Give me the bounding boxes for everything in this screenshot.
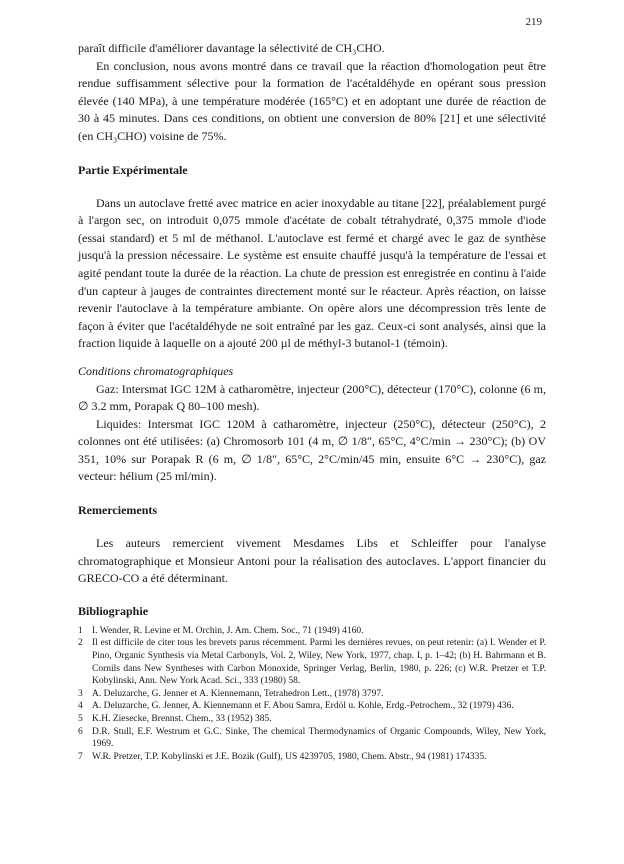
- conditions-gaz: Gaz: Intersmat IGC 12M à catharomètre, injecteur (200°C), détecteur (170°C), colonne (6 m, ∅ 3.2 mm, Porapak Q 80–100 mesh).: [78, 381, 546, 414]
- reference-number: 6: [78, 726, 83, 737]
- experimental-paragraph: Dans un autoclave fretté avec matrice en acier inoxydable au titane [22], préalablement purgé à l'argon sec, on introduit 0,075 mmole d'acétate de cobalt tétrahydraté, 0,375 mmole d'iode (essai standard) et 5 ml de méthanol. L'autoclave est fermé et chargé avec le gaz de synthèse jusqu'à la pression nécessaire. Le système est ensuite chauffé jusqu'à la température de l'essai et agité pendant toute la durée de la réaction. La chute de pression est enregistrée en continu à l'aide d'un capteur à jauges de contraintes directement monté sur le réacteur. Après réaction, on laisse revenir l'autoclave à la température ambiante. On opère alors une décompression très lente de façon à éviter que l'acétaldéhyde ne soit entraîné par les gaz. Ceux-ci sont analysés, ainsi que la fraction liquide à laquelle on a ajouté 200 µl de méthyl-3 butanol-1 (témoin).: [78, 195, 546, 351]
- reference-item: [78, 700, 546, 713]
- article-body: [78, 40, 546, 763]
- reference-text: Il est difficile de citer tous les brevets parus récemment. Parmi les dernières revues, on peut retenir: (a) I. Wender et P. Pino, Organic Synthesis via Metal Carbonyls, Vol. 2, Wiley, New York, 1977, chap. I, p. 1–42; (b) H. Bahrmann et B. Cornils dans New Syntheses with Carbon Monoxide, Springer Verlag, Berlin, 1980, p. 226; (c) W.R. Pretzer et T.P. Kobylinski, Ann. New York Acad. Sci., 333 (1980) 58.: [92, 638, 546, 687]
- reference-item: [78, 713, 546, 726]
- reference-text: W.R. Pretzer, T.P. Kobylinski et J.E. Bozik (Gulf), US 4239705, 1980, Chem. Abstr., 94 (1981) 174335.: [92, 751, 487, 762]
- reference-text: K.H. Ziesecke, Brennst. Chem., 33 (1952) 385.: [92, 714, 272, 724]
- reference-number: 7: [78, 751, 83, 762]
- acknowledgements-text: Les auteurs remercient vivement Mesdames Libs et Schleiffer pour l'analyse chromatographique et Monsieur Antoni pour la réalisation des autoclaves. L'apport financier du GRECO-CO a été déterminant.: [78, 536, 546, 586]
- intro-paragraph-1: paraît difficile d'améliorer davantage la sélectivité de CH₃CHO.: [78, 41, 385, 55]
- reference-list: [78, 625, 546, 764]
- reference-text: I. Wender, R. Levine et M. Orchin, J. Am. Chem. Soc., 71 (1949) 4160.: [92, 625, 364, 636]
- reference-number: 4: [78, 701, 83, 712]
- experimental-heading: Partie Expérimentale: [78, 162, 188, 177]
- reference-text: A. Deluzarche, G. Jenner et A. Kiennemann, Tetrahedron Lett., (1978) 3797.: [92, 688, 384, 699]
- bibliography-heading: Bibliographie: [78, 603, 149, 618]
- reference-text: D.R. Stull, E.F. Westrum et G.C. Sinke, The chemical Thermodynamics of Organic Compounds, Wiley, New York, 1969.: [92, 726, 546, 750]
- reference-item: [78, 726, 546, 751]
- reference-item: [78, 688, 546, 701]
- reference-number: 2: [78, 638, 83, 649]
- reference-number: 3: [78, 688, 83, 699]
- reference-number: 5: [78, 714, 83, 724]
- reference-item: [78, 637, 546, 687]
- reference-item: [78, 751, 546, 764]
- reference-item: [78, 625, 546, 638]
- conclusion-paragraph: En conclusion, nous avons montré dans ce travail que la réaction d'homologation peut être rendue suffisamment sélective pour la formation de l'acétaldéhyde en opérant sous pression élevée (140 MPa), à une température modérée (165°C) et en adoptant une durée de réaction de 30 à 45 minutes. Dans ces conditions, on obtient une conversion de 80% [21] et une sélectivité (en CH₃CHO) voisine de 75%.: [78, 58, 546, 143]
- conditions-title: Conditions chromatographiques: [78, 363, 234, 378]
- reference-text: A. Deluzarche, G. Jenner, A. Kiennemann et F. Abou Samra, Erdöl u. Kohle, Erdg.-Petrochem., 32 (1979) 436.: [92, 701, 514, 712]
- conditions-liquides: Liquides: Intersmat IGC 120M à catharomètre, injecteur (250°C), détecteur (250°C), 2 colonnes ont été utilisées: (a) Chromosorb 101 (4 m, ∅ 1/8″, 65°C, 4°C/min → 230°C); (b) OV 351, 10% sur Porapak R (6 m, ∅ 1/8″, 65°C, 2°C/min/45 min, ensuite 6°C → 230°C), gaz vecteur: hélium (25 ml/min).: [78, 416, 546, 484]
- page-number: 219: [525, 16, 542, 28]
- reference-number: 1: [78, 625, 83, 636]
- acknowledgements-heading: Remerciements: [78, 503, 158, 518]
